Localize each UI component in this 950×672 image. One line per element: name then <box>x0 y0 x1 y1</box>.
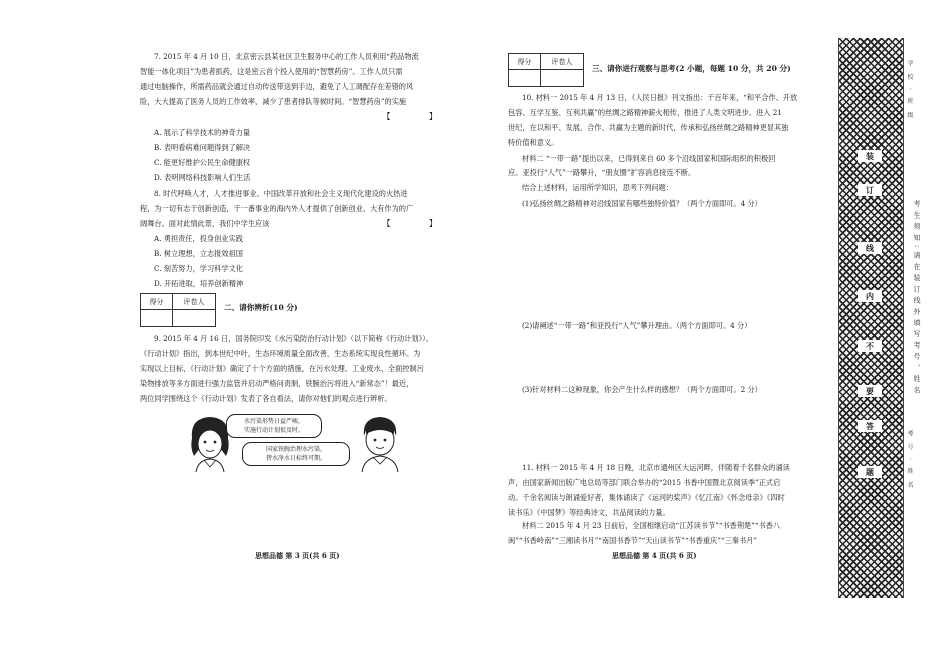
binding-side-text-top: 学 校 · 班 级 <box>906 60 913 121</box>
speech-bubble-boy: 国家铁腕治理水污染， 碧水净水日标终可期。 <box>242 442 350 466</box>
q7-stem-line: 通过电脑操作，所需药品就会通过自动传送带送到手边，避免了人工调配存在差错的风 <box>140 82 414 91</box>
binding-side-text-middle: 考 生 须 知 : 请 在 装 订 线 外 填 写 考 号 、 姓 名 <box>913 200 921 395</box>
score-label: 得分 <box>509 54 541 70</box>
binding-label: 订 <box>858 184 882 196</box>
reviewer-cell[interactable] <box>173 310 215 326</box>
binding-label: 内 <box>858 290 882 302</box>
reviewer-cell[interactable] <box>541 70 583 86</box>
answer-option[interactable]: A. 展示了科学技术的神奇力量 <box>154 128 251 137</box>
q11-m2-line: 材料二 2015 年 4 月 23 日前后，全国相继启动“江苏读书节”“书香荆楚”“书香八 <box>522 521 781 530</box>
answer-option[interactable]: D. 开拓进取，培养创新精神 <box>154 279 244 288</box>
q11-m1-line: 11. 材料一 2015 年 4 月 18 日晚，北京市通州区大运河畔，伴随着千名群众的诵读 <box>522 463 790 472</box>
question-10-prompt: 结合上述材料，运用所学知识，思考下列问题： <box>522 183 673 192</box>
binding-label: 题 <box>858 466 882 478</box>
q9-text-line: 实现以上目标，《行动计划》确定了十个方面的措施，在污水处理、工业废水、全面控制污 <box>140 364 424 373</box>
q7-stem-line: 7. 2015 年 4 月 10 日，北京密云县某社区卫生服务中心的工作人员利用“药品物流 <box>154 52 419 61</box>
question-10-sub-2: (2)请阐述“一带一路”和亚投行“人气”攀升理由。（两个方面即可。4 分） <box>522 321 752 330</box>
q10-m1-line: 世纪，在以和平、发展、合作、共赢为主题的新时代，传承和弘扬丝绸之路精神更显其独 <box>508 123 789 132</box>
q10-m1-line: 10. 材料一 2015 年 4 月 13 日，《人民日报》刊文指出：千百年来，“和平合作、开放 <box>522 93 798 102</box>
q8-stem-line: 阔舞台。面对此情此景，我们中学生应该 <box>140 219 270 228</box>
q7-stem-line: 智能一体化项目”为患者抓药，这是密云首个投入使用的“智慧药房”。工作人员只需 <box>140 67 403 76</box>
binding-label: 答 <box>858 420 882 432</box>
binding-label: 要 <box>858 385 882 397</box>
q10-m1-line: 特价值和意义。 <box>508 138 559 147</box>
question-8-answer-bracket[interactable]: 【 】 <box>382 219 455 228</box>
q10-m1-line: 包容、互学互鉴、互利共赢”的丝绸之路精神薪火相传，推进了人类文明进步。进入 21 <box>508 108 782 117</box>
reviewer-label: 评卷人 <box>541 54 583 70</box>
page-3-footer: 思想品德 第 3 页(共 6 页) <box>255 551 340 560</box>
q9-text-line: 两位同学围绕这个《行动计划》发表了各自看法，请你对他们的观点进行辨析。 <box>140 394 392 403</box>
answer-option[interactable]: C. 能更好维护公民生命健康权 <box>154 158 251 167</box>
binding-side-text-bottom: 考 号 · 姓 名 <box>906 430 913 491</box>
q11-m1-line: 声，由国家新闻出版广电总局等部门联合举办的“2015 书香中国暨北京阅读季”正式启 <box>508 478 781 487</box>
q11-m1-line: 读书乐》《中国梦》等经典诗文，共品阅读的力量。 <box>508 508 670 517</box>
q9-text-line: 《行动计划》指出，到本世纪中叶，生态环境质量全面改善，生态系统实现良性循环。为 <box>140 349 421 358</box>
q8-stem-line: 程，为一切有志于创新创造，干一番事业的海内外人才提供了创新创业、大有作为的广 <box>140 204 414 213</box>
score-cell[interactable] <box>509 70 541 86</box>
question-10-sub-3: (3)针对材料二这种现象，你会产生什么样的感想？（两个方面即可。2 分） <box>522 385 762 394</box>
question-10-sub-1: (1)弘扬丝绸之路精神对沿线国家有哪些独特价值？（两个方面即可。4 分） <box>522 199 762 208</box>
binding-label: 装 <box>858 150 882 162</box>
score-box-section-2 <box>140 293 216 327</box>
q10-m2-line: 材料二 “一带一路”提出以来，已得到来自 60 多个沿线国家和国际组织的积极回 <box>522 154 776 163</box>
answer-option[interactable]: B. 表明看病难问题得到了解决 <box>154 143 251 152</box>
binding-label: 不 <box>858 340 882 352</box>
speech-bubble-girl: 水污染形势日益严峻， 实施行动计划很及时。 <box>226 414 322 438</box>
score-box-section-3 <box>508 53 584 87</box>
page-4-footer: 思想品德 第 4 页(共 6 页) <box>612 551 697 560</box>
reviewer-label: 评卷人 <box>173 294 215 310</box>
binding-margin-pattern <box>838 38 904 598</box>
q8-stem-line: 8. 时代呼唤人才，人才推进事业。中国改革开放和社会主义现代化建设的火热进 <box>154 189 408 198</box>
q10-m2-line: 应。亚投行“人气”一路攀升，“朋友圈”扩容消息接连不断。 <box>508 168 696 177</box>
score-cell[interactable] <box>141 310 173 326</box>
q11-m2-line: 闽”“书香岭南”“三湘读书月”“南国书香节”“天山读书节”“书香重庆”“三秦书月” <box>508 536 758 545</box>
binding-label: 线 <box>858 242 882 254</box>
section-2-heading: 二、请你辨析(10 分) <box>224 303 298 312</box>
answer-option[interactable]: B. 树立理想，立志报效祖国 <box>154 249 243 258</box>
q9-text-line: 染物排放等多方面进行强力监管并启动严格问责制，铁腕治污将进入“新常态”！最近， <box>140 379 414 388</box>
answer-option[interactable]: C. 刻苦努力，学习科学文化 <box>154 264 243 273</box>
answer-option[interactable]: A. 勇担责任，投身创业实践 <box>154 234 243 243</box>
q9-text-line: 9. 2015 年 4 月 16 日，国务院印发《水污染防治行动计划》（以下简称《行动计划》）。 <box>154 334 433 343</box>
section-3-heading: 三、请你进行观察与思考(2 小题，每题 10 分，共 20 分) <box>592 64 791 73</box>
q7-stem-line: 险，大大提高了医务人员的工作效率，减少了患者排队等候时间。“智慧药房”的实施 <box>140 97 407 106</box>
score-label: 得分 <box>141 294 173 310</box>
answer-option[interactable]: D. 表明网络科技影响人们生活 <box>154 173 251 182</box>
question-7-answer-bracket[interactable]: 【 】 <box>382 112 455 121</box>
q11-m1-line: 动。千余名阅读与朗诵爱好者，集体诵读了《运河的桨声》《忆江南》《怀念母亲》《四时 <box>508 493 785 502</box>
boy-student-illustration <box>350 410 410 474</box>
